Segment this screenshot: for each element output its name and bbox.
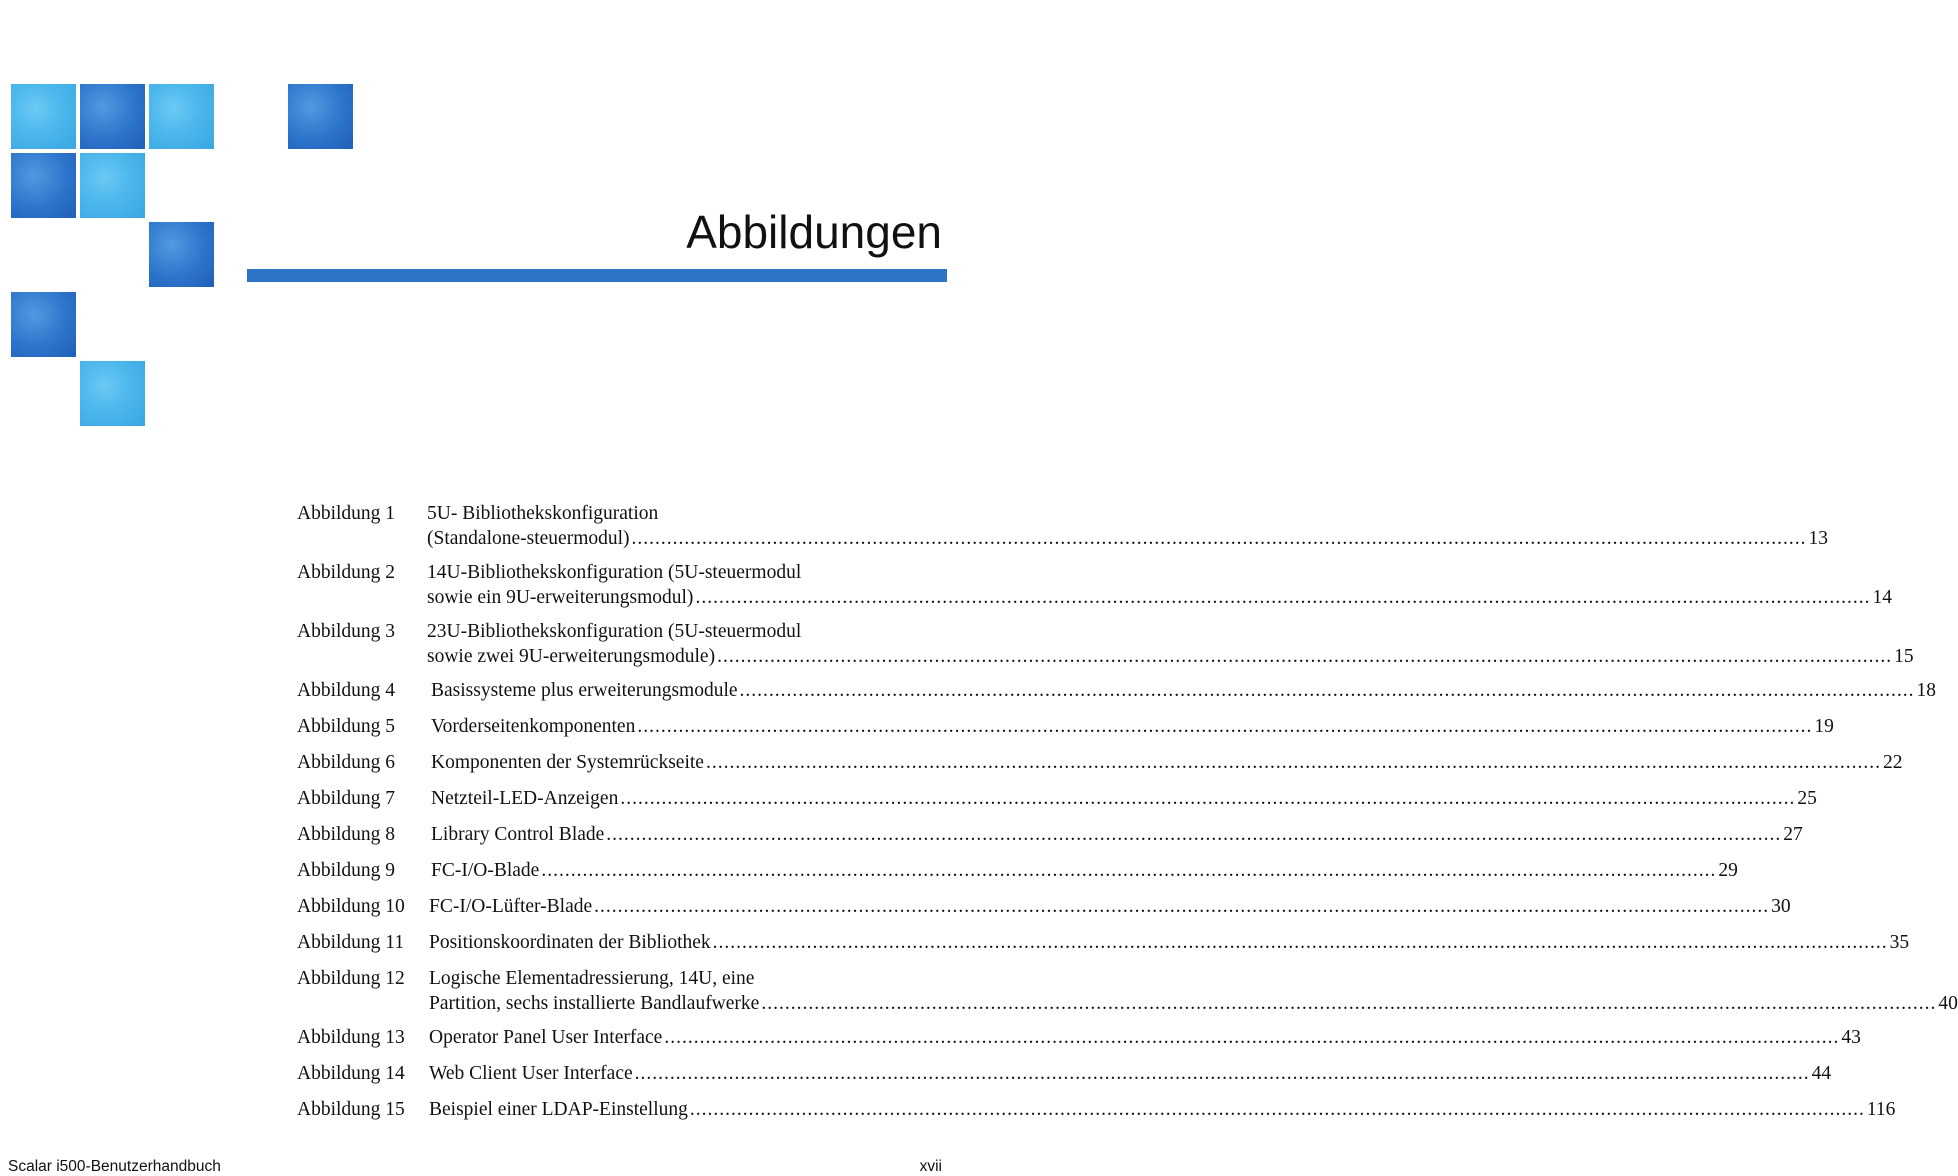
toc-entry-label: Abbildung 12 [297,968,405,989]
toc-entry-title: Vorderseitenkomponenten [431,716,636,737]
dot-leader [761,991,1936,1016]
toc-entry-page: 22 [1882,752,1903,773]
toc-entry-label: Abbildung 11 [297,932,405,953]
toc-entry[interactable] [297,822,1803,847]
toc-entry-title: 14U-Bibliothekskonfiguration (5U-steuermodul [427,562,802,583]
toc-entry[interactable] [297,714,1834,739]
toc-entry-label: Abbildung 2 [297,562,396,583]
toc-entry-title: Netzteil-LED-Anzeigen [431,788,619,809]
logo-square [11,153,76,218]
toc-entry[interactable] [297,786,1817,811]
toc-entry-title: 5U- Bibliothekskonfiguration [427,503,659,524]
dot-leader [695,585,1870,610]
dot-leader [606,822,1781,847]
logo-square [11,84,76,149]
logo-square [149,222,214,287]
dot-leader [713,930,1888,955]
toc-entry-label: Abbildung 13 [297,1027,405,1048]
logo-square [149,84,214,149]
dot-leader [706,750,1881,775]
toc-entry[interactable] [297,966,1958,1016]
toc-entry-page: 27 [1783,824,1803,845]
toc-entry-title: (Standalone-steuermodul) [427,528,630,549]
dot-leader [690,1097,1865,1122]
dot-leader [594,894,1769,919]
table-of-figures [297,501,1958,1133]
dot-leader [541,858,1716,883]
toc-entry[interactable] [297,1061,1832,1086]
dot-leader [632,526,1807,551]
toc-entry-title: 23U-Bibliothekskonfiguration (5U-steuermodul [427,621,802,642]
toc-entry-page: 18 [1916,680,1937,701]
toc-entry-title: Beispiel einer LDAP-Einstellung [429,1099,688,1120]
toc-entry-title: Partition, sechs installierte Bandlaufwerke [429,993,760,1014]
dot-leader [740,678,1915,703]
footer-page-number: xvii [919,1158,942,1175]
dot-leader [620,786,1795,811]
dot-leader [717,644,1892,669]
toc-entry[interactable] [297,1025,1861,1050]
dot-leader [637,714,1812,739]
toc-entry-title: Web Client User Interface [429,1063,633,1084]
toc-entry-label: Abbildung 7 [297,788,396,809]
toc-entry-label: Abbildung 15 [297,1099,405,1120]
toc-entry-title: Logische Elementadressierung, 14U, eine [429,968,755,989]
toc-entry-label: Abbildung 9 [297,860,396,881]
toc-entry-page: 15 [1894,646,1914,667]
toc-entry-page: 19 [1814,716,1834,737]
toc-entry-label: Abbildung 5 [297,716,396,737]
toc-entry-label: Abbildung 8 [297,824,396,845]
footer-document-title: Scalar i500-Benutzerhandbuch [8,1158,221,1175]
logo-square [80,153,145,218]
toc-entry-page: 40 [1938,993,1958,1014]
toc-entry-label: Abbildung 3 [297,621,396,642]
page-title: Abbildungen [686,206,942,258]
toc-entry-page: 14 [1872,587,1892,608]
toc-entry-title: Operator Panel User Interface [429,1027,663,1048]
toc-entry[interactable] [297,858,1738,883]
toc-entry-page: 116 [1866,1099,1896,1120]
logo-square [288,84,353,149]
toc-entry[interactable] [297,1097,1896,1122]
toc-entry[interactable] [297,894,1791,919]
toc-entry[interactable] [297,501,1829,551]
toc-entry[interactable] [297,930,1910,955]
toc-entry-page: 25 [1797,788,1817,809]
logo-square [80,361,145,426]
toc-entry-label: Abbildung 4 [297,680,396,701]
toc-entry-label: Abbildung 1 [297,503,396,524]
toc-entry-page: 35 [1889,932,1910,953]
dot-leader [635,1061,1810,1086]
toc-entry-label: Abbildung 10 [297,896,405,917]
logo-square [80,84,145,149]
toc-entry-title: FC-I/O-Blade [431,860,540,881]
toc-entry-title: Positionskoordinaten der Bibliothek [429,932,711,953]
toc-entry[interactable] [297,678,1937,703]
toc-entry-page: 13 [1808,528,1829,549]
toc-entry[interactable] [297,560,1892,610]
toc-entry-title: sowie ein 9U-erweiterungsmodul) [427,587,694,608]
dot-leader [664,1025,1839,1050]
toc-entry-title: Komponenten der Systemrückseite [431,752,704,773]
title-rule [247,269,947,282]
toc-entry-title: Basissysteme plus erweiterungsmodule [431,680,738,701]
toc-entry-title: FC-I/O-Lüfter-Blade [429,896,593,917]
toc-entry-page: 44 [1811,1063,1832,1084]
toc-entry-page: 30 [1771,896,1791,917]
toc-entry-page: 43 [1841,1027,1861,1048]
toc-entry[interactable] [297,619,1914,669]
toc-entry-title: Library Control Blade [431,824,605,845]
logo-square [11,292,76,357]
toc-entry-label: Abbildung 14 [297,1063,405,1084]
toc-entry-title: sowie zwei 9U-erweiterungsmodule) [427,646,716,667]
toc-entry[interactable] [297,750,1903,775]
toc-entry-page: 29 [1718,860,1738,881]
toc-entry-label: Abbildung 6 [297,752,396,773]
